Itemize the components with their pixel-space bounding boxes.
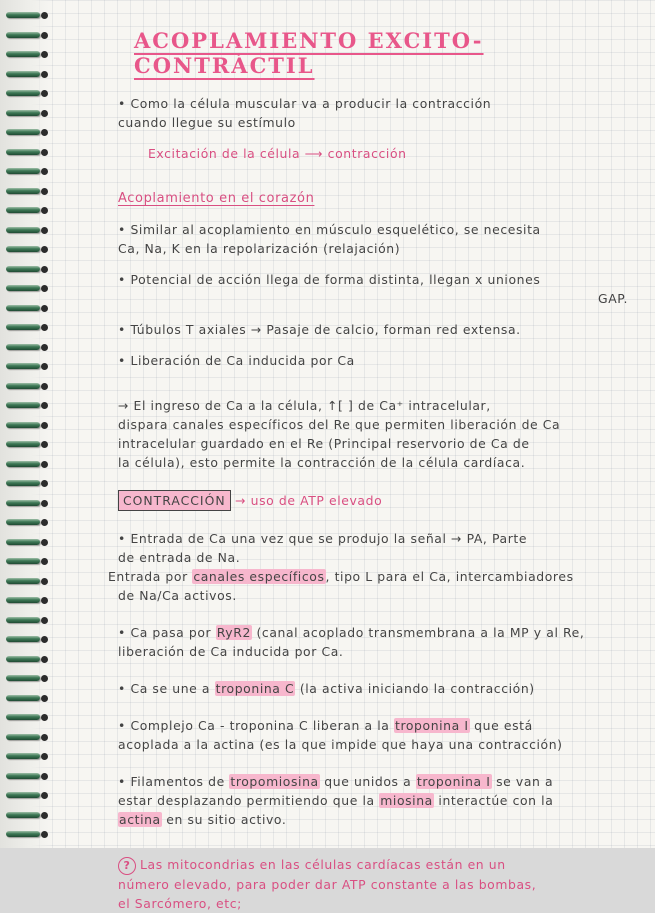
heart-bullet-2-line-1: • Potencial de acción llega de forma distinta, llegan x uniones bbox=[118, 270, 640, 289]
spiral-ring bbox=[6, 285, 40, 291]
heart-bullet-2-line-2: GAP. bbox=[598, 291, 628, 306]
troponina-i-2-highlight: troponina I bbox=[416, 774, 491, 789]
ryr2-line-2: liberación de Ca inducida por Ca. bbox=[118, 644, 344, 659]
filamentos-b: que unidos a bbox=[319, 774, 416, 789]
ingreso-line-3: intracelular guardado en el Re (Principal reservorio de Ca de bbox=[118, 436, 530, 451]
ingreso-line-1: → El ingreso de Ca a la célula, ↑[ ] de Ca⁺ intracelular, bbox=[118, 398, 491, 413]
actina-highlight: actina bbox=[119, 812, 161, 827]
filamentos-l2-b: interactúe con la bbox=[433, 793, 554, 808]
spiral-ring bbox=[6, 383, 40, 389]
heart-bullet-1-line-2: Ca, Na, K en la repolarización (relajación) bbox=[118, 241, 401, 256]
spiral-ring bbox=[6, 246, 40, 252]
miosina-highlight: miosina bbox=[380, 793, 433, 808]
contraccion-heading-row bbox=[118, 490, 640, 511]
spiral-ring bbox=[6, 636, 40, 642]
spiral-ring bbox=[6, 12, 40, 18]
spiral-ring bbox=[6, 734, 40, 740]
ingreso-line-2: dispara canales específicos del Re que permiten liberación de Ca bbox=[118, 417, 561, 432]
intro-line-2: cuando llegue su estímulo bbox=[118, 115, 296, 130]
question-mark-icon: ? bbox=[118, 857, 136, 875]
spiral-ring bbox=[6, 110, 40, 116]
filamentos-a: Filamentos de bbox=[130, 774, 230, 789]
spiral-ring bbox=[6, 168, 40, 174]
spiral-ring bbox=[6, 324, 40, 330]
spiral-ring bbox=[6, 305, 40, 311]
spiral-ring bbox=[6, 539, 40, 545]
spiral-ring bbox=[6, 753, 40, 759]
spiral-ring bbox=[6, 500, 40, 506]
heart-bullet-1-line-1: • Similar al acoplamiento en músculo esquelético, se necesita bbox=[118, 220, 640, 239]
spiral-ring bbox=[6, 32, 40, 38]
entrada-canales-line-2: de Na/Ca activos. bbox=[118, 588, 237, 603]
spiral-ring bbox=[6, 129, 40, 135]
spiral-ring bbox=[6, 812, 40, 818]
spiral-ring bbox=[6, 90, 40, 96]
spiral-binding bbox=[0, 0, 52, 848]
mito-line-3: el Sarcómero, etc; bbox=[118, 896, 242, 911]
filamentos-c: se van a bbox=[491, 774, 554, 789]
ryr2-b: (canal acoplado transmembrana a la MP y al Re, bbox=[251, 625, 585, 640]
spiral-ring bbox=[6, 188, 40, 194]
spiral-ring bbox=[6, 519, 40, 525]
entrada-line-1: • Entrada de Ca una vez que se produjo la señal → PA, Parte bbox=[118, 529, 640, 548]
spiral-ring bbox=[6, 207, 40, 213]
entrada-canales-b: , tipo L para el Ca, intercambiadores bbox=[325, 569, 574, 584]
spiral-ring bbox=[6, 675, 40, 681]
ingreso-line-4: la célula), esto permite la contracción de la célula cardíaca. bbox=[118, 455, 526, 470]
spiral-ring bbox=[6, 266, 40, 272]
complejo-line-1 bbox=[118, 716, 640, 735]
contraccion-box: CONTRACCIÓN bbox=[118, 490, 231, 511]
intro-line-1: • Como la célula muscular va a producir la contracción bbox=[118, 94, 640, 113]
complejo-line-2: acoplada a la actina (es la que impide que haya una contracción) bbox=[118, 737, 563, 752]
troponina-c-line bbox=[118, 679, 640, 698]
spiral-ring bbox=[6, 227, 40, 233]
tropomiosina-highlight: tropomiosina bbox=[230, 774, 319, 789]
intro-flow: Excitación de la célula ⟶ contracción bbox=[148, 146, 407, 161]
entrada-line-2: de entrada de Na. bbox=[118, 550, 241, 565]
notes-content bbox=[108, 28, 640, 913]
troponina-c-a: Ca se une a bbox=[130, 681, 215, 696]
spiral-ring bbox=[6, 558, 40, 564]
spiral-ring bbox=[6, 441, 40, 447]
complejo-a: Complejo Ca - troponina C liberan a la bbox=[130, 718, 394, 733]
spiral-ring bbox=[6, 402, 40, 408]
filamentos-line-2 bbox=[118, 791, 640, 810]
ryr2-line-1 bbox=[118, 623, 640, 642]
spiral-ring bbox=[6, 831, 40, 837]
spiral-ring bbox=[6, 344, 40, 350]
mito-line-2: número elevado, para poder dar ATP constante a las bombas, bbox=[118, 877, 537, 892]
complejo-b: que está bbox=[469, 718, 533, 733]
heart-heading: Acoplamiento en el corazón bbox=[118, 191, 315, 206]
spiral-ring bbox=[6, 363, 40, 369]
entrada-canales-line-1 bbox=[108, 567, 640, 586]
filamentos-line-3 bbox=[118, 810, 640, 829]
spiral-ring bbox=[6, 149, 40, 155]
spiral-ring bbox=[6, 792, 40, 798]
spiral-ring bbox=[6, 656, 40, 662]
spiral-ring bbox=[6, 480, 40, 486]
spiral-ring bbox=[6, 461, 40, 467]
filamentos-l3: en su sitio activo. bbox=[161, 812, 287, 827]
troponina-i-highlight: troponina I bbox=[394, 718, 469, 733]
spiral-ring bbox=[6, 597, 40, 603]
filamentos-l2-a: estar desplazando permitiendo que la bbox=[118, 793, 380, 808]
ryr2-a: Ca pasa por bbox=[130, 625, 216, 640]
page-title: ACOPLAMIENTO EXCITO-CONTRÁCTIL bbox=[134, 28, 484, 78]
troponina-c-b: (la activa iniciando la contracción) bbox=[295, 681, 535, 696]
troponina-c-highlight: troponina C bbox=[215, 681, 295, 696]
filamentos-line-1 bbox=[118, 772, 640, 791]
mito-line-1 bbox=[118, 855, 640, 875]
entrada-canales-a: Entrada por bbox=[108, 569, 193, 584]
heart-bullet-4: • Liberación de Ca inducida por Ca bbox=[118, 351, 640, 370]
spiral-ring bbox=[6, 617, 40, 623]
spiral-ring bbox=[6, 695, 40, 701]
spiral-ring bbox=[6, 51, 40, 57]
contraccion-note: → uso de ATP elevado bbox=[235, 493, 383, 508]
spiral-ring bbox=[6, 578, 40, 584]
heart-bullet-3: • Túbulos T axiales → Pasaje de calcio, forman red extensa. bbox=[118, 320, 640, 339]
mito-l1: Las mitocondrias en las células cardíacas están en un bbox=[140, 857, 506, 872]
canales-especificos-highlight: canales específicos bbox=[193, 569, 325, 584]
spiral-ring bbox=[6, 714, 40, 720]
spiral-ring bbox=[6, 422, 40, 428]
spiral-ring bbox=[6, 71, 40, 77]
spiral-ring bbox=[6, 773, 40, 779]
ryr2-highlight: RyR2 bbox=[216, 625, 251, 640]
